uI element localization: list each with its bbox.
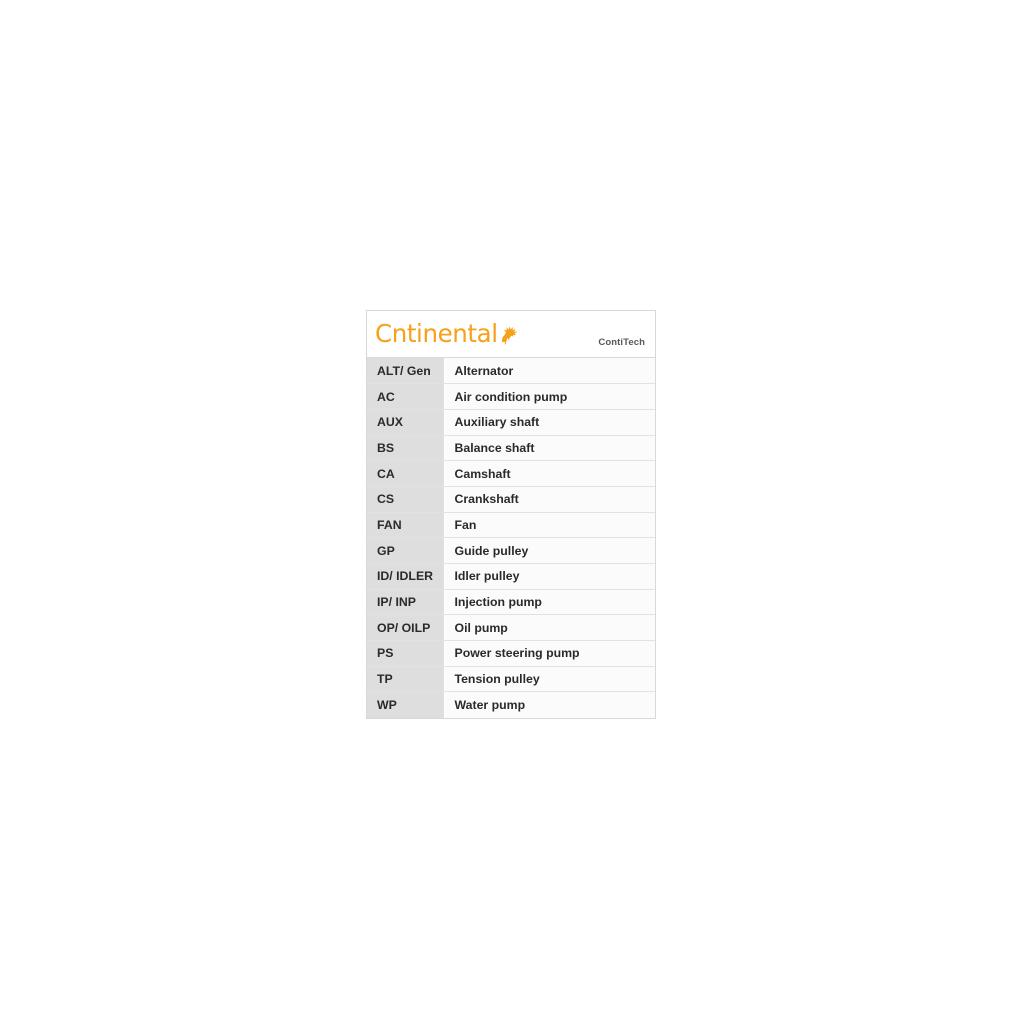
abbr-cell: BS (367, 435, 444, 461)
table-row (367, 666, 655, 692)
desc-cell: Injection pump (444, 589, 655, 615)
continental-logo (375, 318, 519, 348)
desc-cell: Guide pulley (444, 538, 655, 564)
legend-table-body (367, 358, 655, 718)
legend-card (366, 310, 656, 719)
brand-wordmark-rest: ntinental (391, 318, 498, 348)
desc-cell: Idler pulley (444, 564, 655, 590)
desc-cell: Camshaft (444, 461, 655, 487)
table-row (367, 435, 655, 461)
abbr-cell: ALT/ Gen (367, 358, 444, 384)
abbr-cell: ID/ IDLER (367, 564, 444, 590)
desc-cell: Balance shaft (444, 435, 655, 461)
table-row (367, 538, 655, 564)
desc-cell: Crankshaft (444, 486, 655, 512)
desc-cell: Tension pulley (444, 666, 655, 692)
desc-cell: Auxiliary shaft (444, 409, 655, 435)
desc-cell: Oil pump (444, 615, 655, 641)
desc-cell: Water pump (444, 692, 655, 718)
abbreviation-legend-table (367, 358, 655, 718)
desc-cell: Power steering pump (444, 641, 655, 667)
abbr-cell: TP (367, 666, 444, 692)
abbr-cell: IP/ INP (367, 589, 444, 615)
table-row (367, 461, 655, 487)
abbr-cell: AUX (367, 409, 444, 435)
table-row (367, 358, 655, 384)
abbr-cell: WP (367, 692, 444, 718)
desc-cell: Alternator (444, 358, 655, 384)
abbr-cell: PS (367, 641, 444, 667)
abbr-cell: AC (367, 384, 444, 410)
desc-cell: Fan (444, 512, 655, 538)
table-row (367, 692, 655, 718)
abbr-cell: CA (367, 461, 444, 487)
table-row (367, 589, 655, 615)
brand-wordmark (375, 318, 498, 348)
abbr-cell: CS (367, 486, 444, 512)
abbr-cell: FAN (367, 512, 444, 538)
table-row (367, 384, 655, 410)
table-row (367, 615, 655, 641)
table-row (367, 512, 655, 538)
brand-wordmark-initial: C (375, 318, 392, 348)
desc-cell: Air condition pump (444, 384, 655, 410)
subbrand-label: ContiTech (598, 337, 645, 348)
abbr-cell: GP (367, 538, 444, 564)
continental-horse-icon (499, 322, 519, 344)
abbr-cell: OP/ OILP (367, 615, 444, 641)
table-row (367, 564, 655, 590)
table-row (367, 641, 655, 667)
table-row (367, 486, 655, 512)
brand-header (367, 311, 655, 358)
table-row (367, 409, 655, 435)
